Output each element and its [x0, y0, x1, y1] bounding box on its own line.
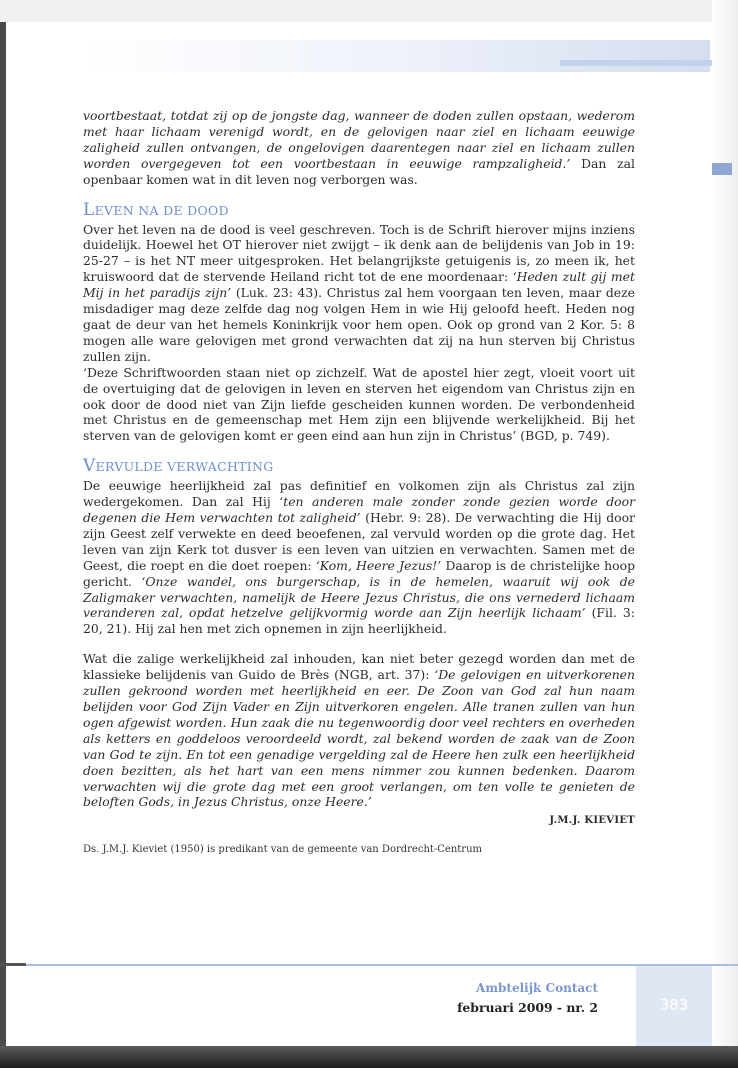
scan-top-band: [0, 0, 738, 22]
page-number: 383: [659, 996, 689, 1014]
margin-tab-marker: [712, 163, 732, 175]
text-run: (Luk. 23: 43). Christus zal hem voorgaan ten leven, maar deze misdadiger mag deze zelfde dag nog volgen Hem in wie Hij geloofd heeft. Heden nog gaat de deur van het hemels Koninkrijk voor hem open. Ook op grond van 2 Kor. 5: 8 mogen alle ware gelovigen met grond verwachten dat zij na hun sterven bij Christus zullen zijn.: [83, 285, 635, 364]
intro-quote: voortbestaat, totdat zij op de jongste dag, wanneer de doden zullen opstaan, wederom met haar lichaam verenigd wordt, en de gelovigen naar ziel en lichaam eeuwige zaligheid zullen ontvangen, de ongelovigen daarentegen naar ziel en lichaam zullen worden overgegeven tot een voortbestaan in eeuwige rampzaligheid.’: [83, 108, 635, 171]
scan-bottom-edge: [0, 1046, 738, 1068]
intro-tail: Dan zal openbaar komen wat in dit leven nog verborgen was.: [83, 155, 636, 187]
section1-paragraph-2: ‘Deze Schriftwoorden staan niet op zichzelf. Wat de apostel hier zegt, vloeit voort uit de overtuiging dat de gelovigen in leven en sterven het eigendom van Christus zijn en ook door de dood niet van Zijn liefde gescheiden kunnen worden. De verbondenheid met Christus en de gemeenschap met Hem zijn een blijvende werkelijkheid. Bij het sterven van de gelovigen komt er geen eind aan hun zijn in Christus’ (BGD, p. 749).: [83, 364, 635, 444]
scripture-quote: ‘ten anderen male zonder zonde gezien worde door degenen die Hem verwachten tot zaligheid’: [83, 494, 636, 526]
scripture-quote: ‘Onze wandel, ons burgerschap, is in de hemelen, waaruit wij ook de Zaligmaker verwachten, namelijk de Heere Jezus Christus, die ons vernederd lichaam veranderen zal, opdat hetzelve gelijkvormig worde aan Zijn heerlijk lichaam’: [83, 573, 635, 621]
author-signature: J.M.J. KIEVIET: [549, 815, 635, 827]
issue-label: februari 2009 - nr. 2: [457, 1000, 598, 1015]
section-heading-leven: [83, 201, 635, 220]
author-bio: Ds. J.M.J. Kieviet (1950) is predikant van de gemeente van Dordrecht-Centrum: [83, 844, 483, 856]
heading-rest: ERVULDE VERWACHTING: [95, 459, 274, 475]
heading-initial: L: [83, 199, 95, 220]
magazine-title: Ambtelijk Contact: [476, 981, 598, 995]
scripture-quote: ‘Kom, Heere Jezus!’: [315, 557, 442, 573]
article-body: [83, 108, 635, 858]
scan-left-edge: [0, 0, 6, 1068]
text-run: Wat die zalige werkelijkheid zal inhouden, kan niet beter gezegd worden dan met de klassieke belijdenis van Guido de Brès (NGB, art. 37):: [83, 651, 635, 683]
text-run: Daarop is de christelijke hoop gericht.: [83, 557, 636, 589]
scan-right-shade: [712, 0, 738, 1068]
text-run: (Hebr. 9: 28). De verwachting die Hij door zijn Geest zelf verwekte en deed beoefenen, zal vervuld worden op die grote dag. Het leven van zijn Kerk tot dusver is een leven van uitzien en verwachten. Samen met de Geest, die roept en die doet roepen:: [83, 510, 635, 573]
heading-rest: EVEN NA DE DOOD: [94, 202, 229, 218]
section-heading-vervulde: [83, 457, 635, 476]
section2-paragraph: [83, 478, 635, 637]
text-run: Over het leven na de dood is veel geschreven. Toch is de Schrift hierover mijns inziens duidelijk. Hoewel het OT hierover niet zwijgt – ik denk aan de belijdenis van Job in 19: 25-27 – is het NT meer uitgesproken. Het belangrijkste getuigenis is, zo meen ik, het kruiswoord dat de stervende Heiland richt tot de ene moordenaar:: [83, 221, 635, 285]
scripture-quote: ‘Heden zult gij met Mij in het paradijs zijn’: [83, 269, 635, 301]
text-run: De eeuwige heerlijkheid zal pas definitief en volkomen zijn als Christus zal zijn wedergekomen. Dan zal Hij: [83, 478, 635, 510]
footer-rule-stub: [0, 963, 26, 966]
intro-paragraph: [83, 108, 635, 188]
page-number-box: [636, 966, 712, 1046]
footer-rule: [0, 964, 738, 966]
header-accent-bar: [560, 60, 720, 66]
header-gradient-bar: [80, 40, 710, 72]
section1-paragraph-1: [83, 222, 635, 365]
text-run: (Fil. 3: 20, 21). Hij zal hen met zich opnemen in zijn heerlijkheid.: [83, 605, 635, 637]
confession-quote: ‘De gelovigen en uitverkorenen zullen gekroond worden met heerlijkheid en eer. De Zoon van God zal hun naam belijden voor God Zijn Vader en Zijn uitverkoren engelen. Alle tranen zullen van hun ogen afgewist worden. Hun zaak die nu tegenwoordig door veel rechters en overheden als ketters en goddeloos veroordeeld wordt, zal bekend worden de zaak van de Zoon van God te zijn. En tot een genadige vergelding zal de Heere hen zulk een heerlijkheid doen bezitten, als het hart van een mens nimmer zou kunnen bedenken. Daarom verwachten wij die grote dag met een groot verlangen, om ten volle te genieten de beloften Gods, in Jezus Christus, onze Heere.’: [83, 667, 635, 810]
heading-initial: V: [83, 456, 96, 477]
closing-paragraph: [83, 651, 635, 810]
